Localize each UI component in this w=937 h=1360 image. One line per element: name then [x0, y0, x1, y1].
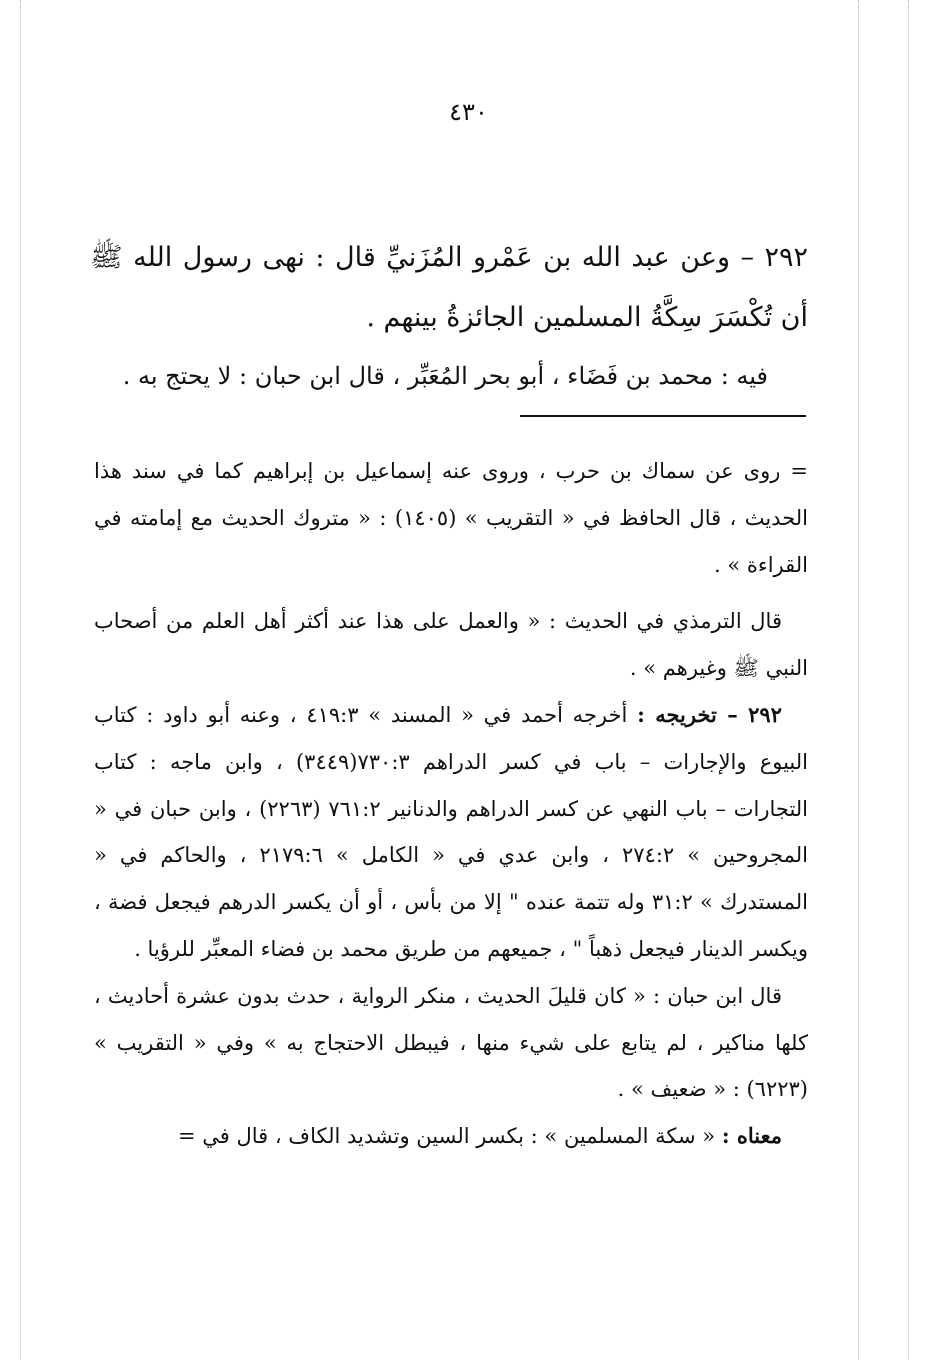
takhrij-label: ٢٩٢ – تخريجه : — [637, 701, 782, 727]
footnote-ibn-hibban: قال ابن حبان : « كان قليلَ الحديث ، منكر الرواية ، حدث بدون عشرة أحاديث ، كلها مناكير ، لم يتابع على شيء منها ، فيبطل الاحتجاج به » وفي « التقريب » (٦٢٢٣) : « ضعيف » . — [94, 983, 808, 1102]
meaning-text: « سكة المسلمين » : بكسر السين وتشديد الكاف ، قال في = — [178, 1124, 716, 1149]
scan-guide-right-inner — [858, 0, 859, 1360]
meaning-label: معناه : — [721, 1123, 782, 1149]
narrator-note: فيه : محمد بن فَضَاء ، أبو بحر المُعَبِّر ، قال ابن حبان : لا يحتج به . — [122, 362, 768, 390]
takhrij-text: أخرجه أحمد في « المسند » ٤١٩:٣ ، وعنه أبو داود : كتاب البيوع والإجارات – باب في كسر الدراهم ٧٣٠:٣(٣٤٤٩) ، وابن ماجه : كتاب التجارات – باب النهي عن كسر الدراهم والدنانير ٧٦١:٢ (٢٢٦٣) ، وابن حبان في « المجروحين » ٢٧٤:٢ ، وابن عدي في « الكامل » ٢١٧٩:٦ ، والحاكم في « المستدرك » ٣١:٢ وله تتمة عنده " إلا من بأس ، أو أن يكسر الدرهم فيجعل فضة ، ويكسر الدينار فيجعل ذهباً " ، جميعهم من طريق محمد بن فضاء المعبِّر للرؤيا . — [94, 702, 809, 961]
footnote-separator — [520, 415, 806, 417]
scan-guide-left — [20, 0, 21, 1360]
footnote-continuation: = روى عن سماك بن حرب ، وروى عنه إسماعيل بن إبراهيم كما في سند هذا الحديث ، قال الحافظ في « التقريب » (١٤٠٥) : « متروك الحديث مع إمامته في القراءة » . — [94, 459, 808, 577]
footnote-tirmidhi: قال الترمذي في الحديث : « والعمل على هذا عند أكثر أهل العلم من أصحاب النبي ﷺ وغيرهم » . — [94, 609, 808, 681]
hadith-block — [90, 228, 808, 404]
footnotes-block — [94, 448, 808, 1160]
footnote-takhrij — [94, 692, 808, 973]
footnote-meaning — [94, 1113, 808, 1160]
page-number: ٤٣٠ — [449, 98, 488, 126]
hadith-text: ٢٩٢ – وعن عبد الله بن عَمْرو المُزَنيِّ قال : نهى رسول الله ﷺ أن تُكْسَرَ سِكَّةُ المسلمين الجائزةُ بينهم . — [90, 242, 808, 333]
scan-guide-right-outer — [908, 0, 909, 1360]
